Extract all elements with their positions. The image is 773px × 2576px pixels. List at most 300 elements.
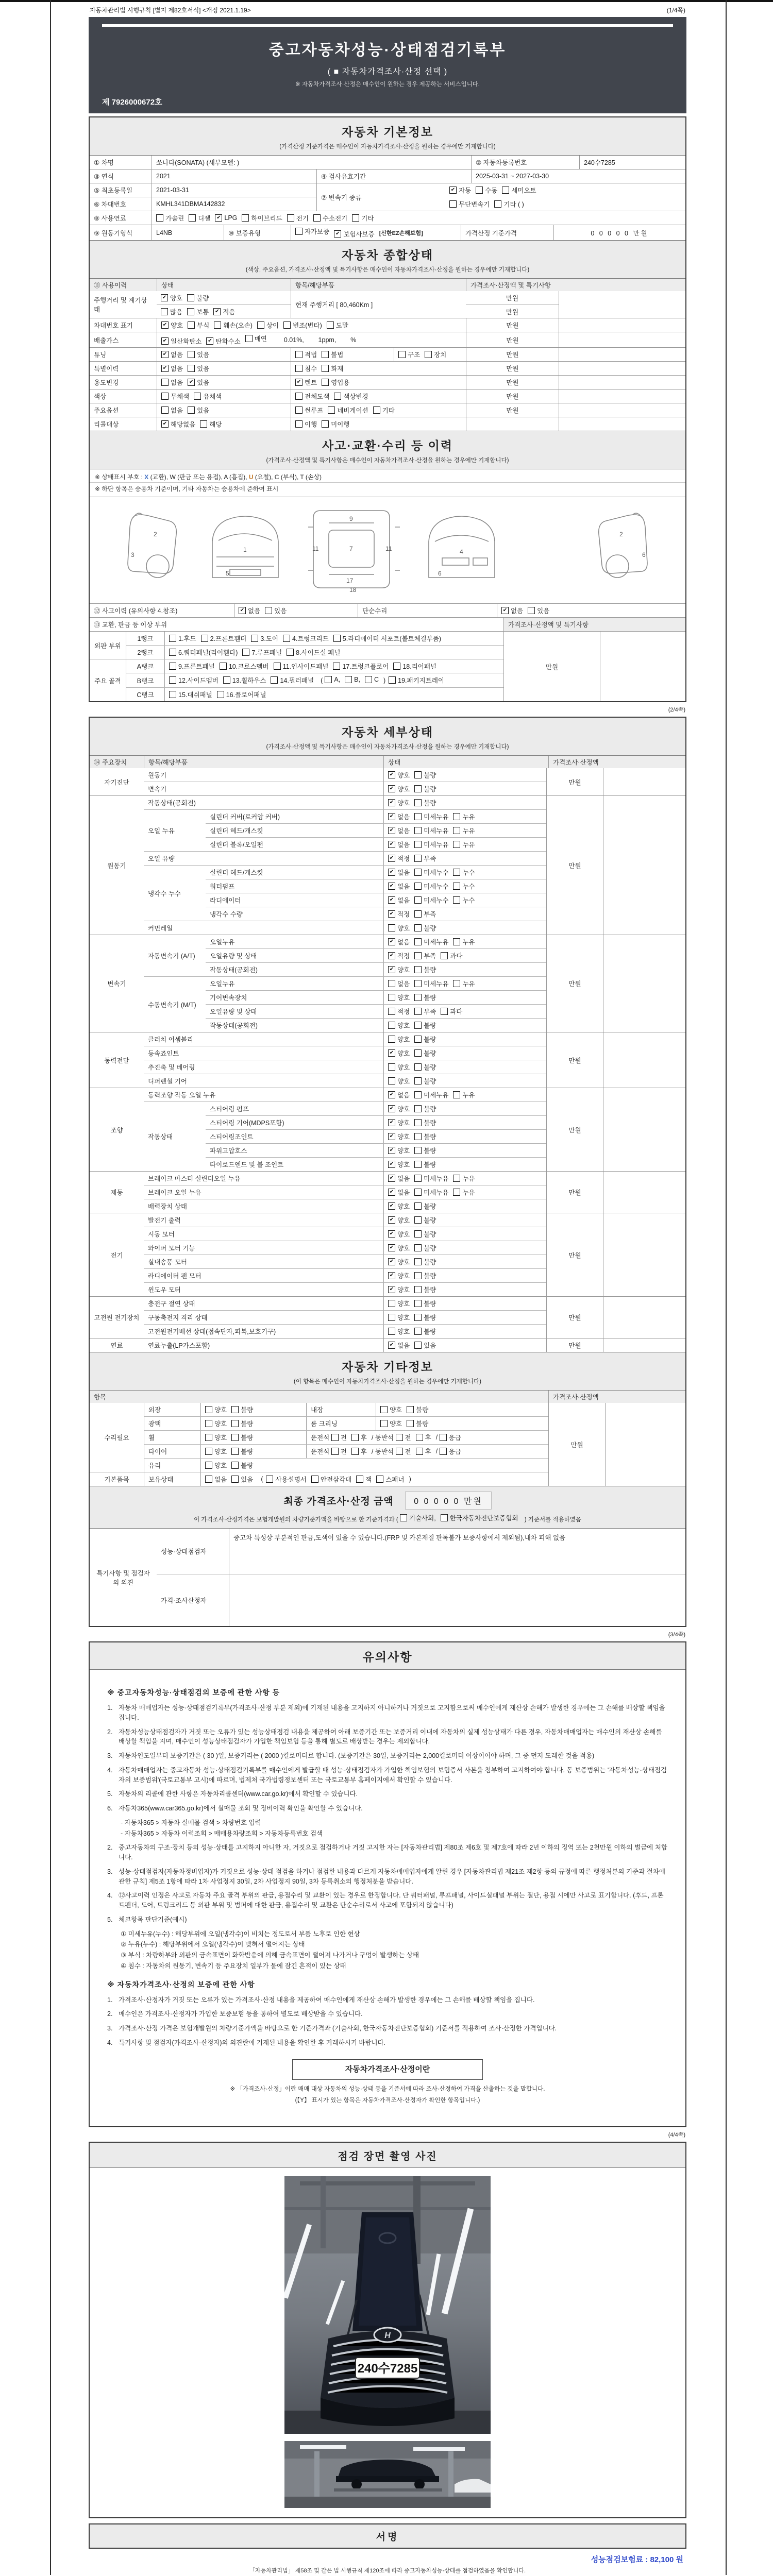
checkbox-option (396, 1433, 411, 1442)
notice-item: 2. 자동차성능상태점검자가 거짓 또는 오류가 있는 성능상태점검 내용을 제공하여 아래 보증기간 또는 보증거리 이내에 자동차의 실제 성능상태가 다른 경우, 자동차매매업자는 매수인의 재산상 손해를 배상할 책임을 지며, 매수인이 성능상태점검자가 가입한 책임보험 등을 통해 별도로 배상받는 경우는 제외합니다. (107, 1728, 662, 1745)
checkbox[interactable] (414, 1077, 422, 1084)
checkbox[interactable]: ✔ (161, 351, 169, 358)
checkbox-label: 양호 (397, 925, 410, 932)
checkbox[interactable] (283, 321, 291, 329)
checkbox[interactable] (245, 335, 253, 342)
checkbox[interactable] (407, 1420, 414, 1427)
checkbox[interactable] (287, 649, 294, 656)
checkbox[interactable] (242, 649, 249, 656)
checkbox[interactable] (414, 924, 422, 931)
vinmark-label: 차대번호 표기 (94, 322, 133, 329)
checkbox[interactable] (322, 379, 329, 386)
checkbox[interactable] (453, 1091, 460, 1098)
checkbox[interactable] (231, 1434, 239, 1441)
checkbox[interactable]: ✔ (161, 321, 169, 329)
checkbox[interactable] (188, 406, 195, 414)
checkbox[interactable]: ✔ (388, 771, 395, 778)
checkbox[interactable] (295, 406, 303, 414)
checkbox[interactable] (334, 393, 341, 400)
checkbox[interactable] (416, 1448, 423, 1455)
checkbox-option (380, 1405, 402, 1414)
checkbox[interactable]: ✔ (334, 230, 341, 238)
checkbox[interactable] (414, 1133, 422, 1140)
mt-oil-state (383, 977, 546, 990)
checkbox[interactable] (231, 1406, 239, 1413)
checkbox[interactable] (201, 635, 208, 642)
checkbox[interactable] (414, 910, 422, 918)
checkbox-label: 미세누수 (424, 897, 449, 904)
checkbox[interactable]: ✔ (161, 420, 169, 428)
year-label: ③ 연식 (94, 173, 114, 180)
checkbox[interactable] (414, 1119, 422, 1126)
warranty-checks (295, 227, 379, 239)
checkbox[interactable]: ✔ (388, 1202, 395, 1210)
checkbox[interactable] (414, 1147, 422, 1154)
checkbox[interactable] (242, 214, 249, 222)
checkbox-option (388, 1104, 410, 1113)
warranty-options (291, 225, 461, 240)
unit-cell: 만원 (466, 332, 559, 347)
checkbox[interactable] (414, 1258, 422, 1265)
checkbox[interactable] (295, 420, 303, 428)
checkbox[interactable] (453, 869, 460, 876)
checkbox[interactable] (376, 1476, 383, 1483)
checkbox[interactable] (414, 827, 422, 834)
checkbox[interactable]: ✔ (388, 1105, 395, 1112)
brake-master-label: 브레이크 마스터 실린더오일 누유 (148, 1175, 241, 1182)
checkbox-option (295, 350, 317, 359)
checkbox[interactable] (414, 1091, 422, 1098)
checkbox[interactable] (388, 980, 395, 987)
final-price-label: 최종 가격조사·산정 금액 (283, 1496, 394, 1507)
checkbox[interactable]: ✔ (449, 187, 457, 194)
checkbox-option (327, 320, 348, 330)
checkbox[interactable]: ✔ (388, 952, 395, 959)
checkbox[interactable] (414, 813, 422, 820)
checkbox-label: C (374, 676, 379, 683)
options-opts-1 (157, 403, 291, 417)
checkbox[interactable] (414, 1175, 422, 1182)
checkbox[interactable] (528, 607, 535, 614)
svg-text:4: 4 (460, 548, 463, 555)
room-state (376, 1417, 548, 1430)
checkbox[interactable] (333, 635, 341, 642)
checkbox[interactable] (414, 1189, 422, 1196)
checkbox[interactable] (453, 938, 460, 945)
accident-history-label: ⑫ 사고이력 (유의사항 4.참조) (94, 607, 178, 615)
checkbox[interactable] (414, 966, 422, 973)
checkbox[interactable] (396, 1448, 403, 1455)
checkbox[interactable] (271, 676, 278, 684)
rank1-opts (164, 632, 503, 645)
checkbox-label: 미세누유 (424, 1175, 449, 1182)
checkbox-label: 양호 (397, 772, 410, 779)
checkbox[interactable] (365, 676, 372, 683)
checkbox[interactable] (251, 635, 258, 642)
checkbox[interactable] (322, 351, 329, 358)
checkbox-label: 불량 (241, 1434, 254, 1442)
checkbox[interactable] (220, 663, 227, 670)
mt-level-state (383, 1005, 546, 1018)
checkbox[interactable] (414, 980, 422, 987)
checkbox[interactable] (414, 994, 422, 1001)
checkbox[interactable] (453, 841, 460, 848)
checkbox[interactable] (205, 1476, 212, 1483)
checkbox[interactable] (311, 1476, 318, 1483)
checkbox-label: 양호 (397, 786, 410, 793)
checkbox-label: 불량 (424, 1050, 436, 1057)
checkbox[interactable] (441, 952, 448, 959)
checkbox[interactable] (449, 200, 457, 208)
checkbox[interactable] (414, 1105, 422, 1112)
checkbox[interactable] (440, 1434, 447, 1441)
checkbox[interactable] (389, 676, 396, 684)
checkbox[interactable] (352, 214, 359, 222)
checkbox[interactable] (265, 607, 272, 614)
checkbox[interactable] (414, 841, 422, 848)
checkbox[interactable]: ✔ (388, 813, 395, 820)
checkbox[interactable] (414, 1036, 422, 1043)
checkbox[interactable] (333, 663, 340, 670)
checkbox-label: 없음 (397, 1189, 410, 1196)
checkbox[interactable]: ✔ (388, 799, 395, 806)
checkbox-label: 양호 (397, 1078, 410, 1085)
checkbox[interactable]: ✔ (388, 1272, 395, 1279)
steer-joint-state (383, 1130, 546, 1143)
checkbox[interactable] (441, 1008, 448, 1015)
checkbox[interactable] (231, 1462, 239, 1469)
checkbox[interactable] (161, 406, 169, 414)
checkbox[interactable]: ✔ (388, 1258, 395, 1265)
checkbox[interactable] (169, 676, 176, 684)
checkbox[interactable]: ✔ (388, 910, 395, 918)
checkbox-label: 네비게이션 (337, 407, 368, 414)
checkbox[interactable] (169, 635, 176, 642)
etc-repair-table (90, 1403, 685, 1486)
checkbox[interactable] (380, 1406, 388, 1413)
checkbox[interactable] (231, 1476, 239, 1483)
page-mark-2: (2/4쪽) (668, 707, 685, 713)
checkbox[interactable]: ✔ (161, 365, 169, 372)
checkbox[interactable] (414, 1049, 422, 1057)
checkbox[interactable] (388, 1022, 395, 1029)
checkbox[interactable] (187, 308, 194, 315)
checkbox-option (400, 1513, 436, 1522)
checkbox[interactable] (161, 379, 169, 386)
checkbox[interactable] (414, 855, 422, 862)
tuning-opts-2 (291, 348, 394, 361)
legend-part: ※ 상태표시 부호 : (95, 473, 145, 481)
comp-header (90, 240, 685, 279)
checkbox-option (322, 350, 343, 359)
checkbox[interactable] (327, 321, 334, 329)
checkbox[interactable]: ✔ (161, 294, 168, 301)
document-number: 제 7926000672호 (102, 98, 162, 107)
checkbox-label: 양호 (397, 1300, 410, 1308)
checkbox-label: 상이 (266, 322, 279, 329)
checkbox[interactable] (453, 1175, 460, 1182)
checkbox[interactable] (388, 1314, 395, 1321)
checkbox[interactable] (440, 1448, 447, 1455)
checkbox[interactable] (414, 1328, 422, 1335)
checkbox[interactable] (194, 393, 201, 400)
checkbox[interactable]: ✔ (388, 1286, 395, 1293)
checkbox[interactable] (283, 635, 290, 642)
checkbox[interactable] (274, 663, 281, 670)
checkbox[interactable] (414, 1216, 422, 1224)
checkbox[interactable] (156, 214, 163, 222)
checkbox[interactable]: ✔ (161, 337, 169, 345)
checkbox-option (388, 770, 410, 779)
checkbox[interactable] (345, 676, 352, 683)
checkbox[interactable] (295, 228, 303, 235)
checkbox[interactable] (425, 351, 432, 358)
checkbox[interactable] (414, 1202, 422, 1210)
wiper-state (383, 1241, 546, 1255)
checkbox-option (265, 606, 287, 615)
checkbox[interactable]: ✔ (388, 869, 395, 876)
checkbox[interactable] (414, 1230, 422, 1238)
checkbox[interactable] (441, 1514, 448, 1521)
checkbox[interactable] (189, 214, 196, 222)
checkbox-option (414, 840, 448, 849)
checkbox[interactable] (205, 1462, 212, 1469)
water-pump-state (383, 879, 546, 893)
checkbox[interactable] (217, 691, 224, 698)
checkbox[interactable]: ✔ (388, 841, 395, 848)
detail-price-note (603, 1213, 685, 1296)
checkbox[interactable]: ✔ (388, 827, 395, 834)
rankA-opts (164, 659, 503, 673)
checkbox[interactable]: ✔ (388, 1091, 395, 1098)
checkbox[interactable] (453, 813, 460, 820)
checkbox[interactable] (295, 351, 303, 358)
checkbox[interactable] (257, 321, 264, 329)
inspection-label: ④ 검사유효기간 (316, 170, 471, 183)
checkbox[interactable]: ✔ (388, 1161, 395, 1168)
checkbox[interactable] (373, 406, 380, 414)
checkbox[interactable] (161, 393, 169, 400)
checkbox-option (231, 1433, 253, 1442)
checkbox[interactable]: ✔ (388, 966, 395, 973)
checkbox[interactable] (351, 1448, 359, 1455)
checkbox[interactable] (388, 1328, 395, 1335)
checkbox-label: 전기 (296, 215, 309, 222)
svg-text:2: 2 (154, 531, 157, 538)
checkbox[interactable]: ✔ (388, 1049, 395, 1057)
checkbox[interactable] (231, 1448, 239, 1455)
checkbox[interactable] (380, 1420, 388, 1427)
checkbox-label: 15.대쉬패널 (178, 691, 212, 699)
checkbox[interactable]: ✔ (388, 1216, 395, 1224)
checkbox-option (414, 1313, 436, 1322)
checkbox[interactable] (322, 365, 329, 372)
checkbox[interactable] (388, 924, 395, 931)
checkbox-option (453, 868, 475, 877)
checkbox[interactable] (187, 294, 194, 301)
checkbox[interactable] (414, 938, 422, 945)
checkbox[interactable] (414, 896, 422, 904)
checkbox-option (414, 812, 448, 821)
checkbox[interactable]: ✔ (388, 883, 395, 890)
checkbox[interactable] (476, 187, 483, 194)
checkbox-label: 양호 (214, 1434, 227, 1442)
checkbox[interactable] (388, 994, 395, 1001)
checkbox[interactable] (231, 1420, 239, 1427)
checkbox[interactable]: ✔ (388, 1342, 395, 1349)
checkbox[interactable] (414, 785, 422, 792)
checkbox-label: 불량 (424, 1120, 436, 1127)
checkbox[interactable] (205, 1420, 212, 1427)
checkbox-label: 양호 (397, 1133, 410, 1141)
checkbox[interactable] (188, 321, 195, 329)
checkbox-option (425, 350, 446, 359)
checkbox-label: 18.리어패널 (402, 663, 436, 670)
checkbox[interactable] (266, 1476, 273, 1483)
checkbox[interactable] (453, 883, 460, 890)
checkbox[interactable] (205, 1406, 212, 1413)
checkbox[interactable] (388, 1036, 395, 1043)
vinmark-opts (157, 318, 466, 332)
rankB-label: B랭크 (126, 673, 164, 687)
checkbox[interactable] (453, 896, 460, 904)
mileage-label: 주행거리 및 계기상태 (94, 297, 147, 313)
detail-price-note (603, 768, 685, 795)
checkbox[interactable] (494, 200, 501, 208)
checkbox[interactable] (453, 827, 460, 834)
checkbox[interactable]: ✔ (206, 337, 213, 345)
checkbox[interactable]: ✔ (239, 607, 246, 614)
checkbox-option (161, 419, 195, 429)
checkbox[interactable]: ✔ (388, 785, 395, 792)
checkbox[interactable] (414, 1314, 422, 1321)
comp-row-color (90, 389, 685, 403)
checkbox[interactable] (414, 1342, 422, 1349)
checkbox[interactable] (169, 663, 176, 670)
checkbox[interactable] (388, 1063, 395, 1071)
checkbox[interactable] (205, 1434, 212, 1441)
checkbox[interactable] (453, 1189, 460, 1196)
checkbox[interactable] (393, 663, 400, 670)
checkbox[interactable]: ✔ (388, 938, 395, 945)
checkbox[interactable] (388, 1077, 395, 1084)
checkbox-option (333, 634, 441, 643)
checkbox[interactable] (223, 676, 230, 684)
checkbox-label: 불량 (416, 1420, 429, 1428)
checkbox[interactable] (325, 676, 332, 683)
checkbox-label: 전체도색 (305, 393, 330, 400)
checkbox-label: 불량 (241, 1448, 254, 1455)
checkbox[interactable] (295, 393, 303, 400)
checkbox[interactable] (414, 883, 422, 890)
checkbox[interactable] (388, 1300, 395, 1307)
checkbox[interactable] (331, 1448, 339, 1455)
comp-row-special (90, 361, 685, 375)
checkbox[interactable] (331, 1434, 339, 1441)
checkbox[interactable] (188, 351, 195, 358)
checkbox[interactable] (322, 420, 329, 428)
checkbox[interactable] (169, 691, 176, 698)
checkbox[interactable] (205, 1448, 212, 1455)
checkbox[interactable]: ✔ (388, 1119, 395, 1126)
checkbox[interactable]: ✔ (213, 308, 221, 315)
checkbox-label: 양호 (170, 295, 183, 302)
checkbox[interactable]: ✔ (388, 1147, 395, 1154)
checkbox[interactable] (398, 351, 406, 358)
checkbox[interactable] (414, 1244, 422, 1251)
checkbox[interactable]: ✔ (388, 855, 395, 862)
checkbox[interactable]: ✔ (388, 1133, 395, 1140)
checkbox[interactable] (328, 406, 335, 414)
checkbox[interactable]: ✔ (295, 379, 303, 386)
checkbox-option (161, 378, 183, 387)
checkbox[interactable] (407, 1406, 414, 1413)
checkbox[interactable] (414, 869, 422, 876)
checkbox-label: 불량 (424, 1106, 436, 1113)
checkbox[interactable] (400, 1514, 407, 1521)
checkbox[interactable] (351, 1434, 359, 1441)
outer-panel-label: 외판 부위 (94, 642, 121, 650)
checkbox[interactable] (200, 420, 207, 428)
checkbox[interactable] (414, 1008, 422, 1015)
checkbox[interactable]: ✔ (215, 214, 222, 222)
unit-cell: 만원 (546, 796, 603, 935)
checkbox[interactable] (388, 1008, 395, 1015)
checkbox-label: 없음 (171, 407, 183, 414)
checkbox[interactable] (313, 214, 321, 222)
notice-item: 2. 매수인은 가격조사·산정자가 가입한 보증보험 등을 통하여 별도로 배상받을 수 있습니다. (107, 2010, 363, 2018)
oil-level-label: 오일 유량 (148, 855, 175, 862)
checkbox[interactable] (414, 1022, 422, 1029)
checkbox[interactable] (295, 365, 303, 372)
checkbox[interactable] (416, 1434, 423, 1441)
checkbox[interactable]: ✔ (388, 1189, 395, 1196)
checkbox[interactable] (161, 308, 168, 315)
page-mark-3: (3/4쪽) (668, 1632, 685, 1638)
fuel-group-label: 연료 (110, 1342, 123, 1349)
mileage-opts-2 (157, 304, 291, 318)
selfdiag-trans-label: 변속기 (148, 786, 167, 793)
checkbox-label: 누유 (462, 939, 475, 946)
checkbox[interactable] (287, 214, 294, 222)
checkbox[interactable] (188, 365, 195, 372)
checkbox[interactable] (414, 1063, 422, 1071)
checkbox[interactable] (356, 1476, 363, 1483)
checkbox[interactable]: ✔ (188, 379, 195, 386)
checkbox[interactable]: ✔ (388, 1175, 395, 1182)
checkbox[interactable] (414, 799, 422, 806)
checkbox-option (388, 1327, 410, 1336)
checkbox[interactable] (414, 952, 422, 959)
checkbox[interactable]: ✔ (388, 1244, 395, 1251)
checkbox[interactable]: ✔ (388, 1230, 395, 1238)
checkbox[interactable] (414, 1286, 422, 1293)
checkbox[interactable] (169, 649, 176, 656)
checkbox[interactable] (414, 1161, 422, 1168)
cyl-head-state (383, 824, 546, 837)
checkbox[interactable] (414, 771, 422, 778)
checkbox[interactable]: ✔ (501, 607, 509, 614)
checkbox[interactable] (396, 1434, 403, 1441)
checkbox[interactable] (453, 980, 460, 987)
checkbox-option (414, 1160, 436, 1169)
checkbox[interactable] (502, 187, 509, 194)
checkbox[interactable] (214, 321, 221, 329)
etc-header (90, 1352, 685, 1391)
checkbox[interactable] (414, 1300, 422, 1307)
checkbox[interactable]: ✔ (388, 896, 395, 904)
checkbox[interactable] (414, 1272, 422, 1279)
